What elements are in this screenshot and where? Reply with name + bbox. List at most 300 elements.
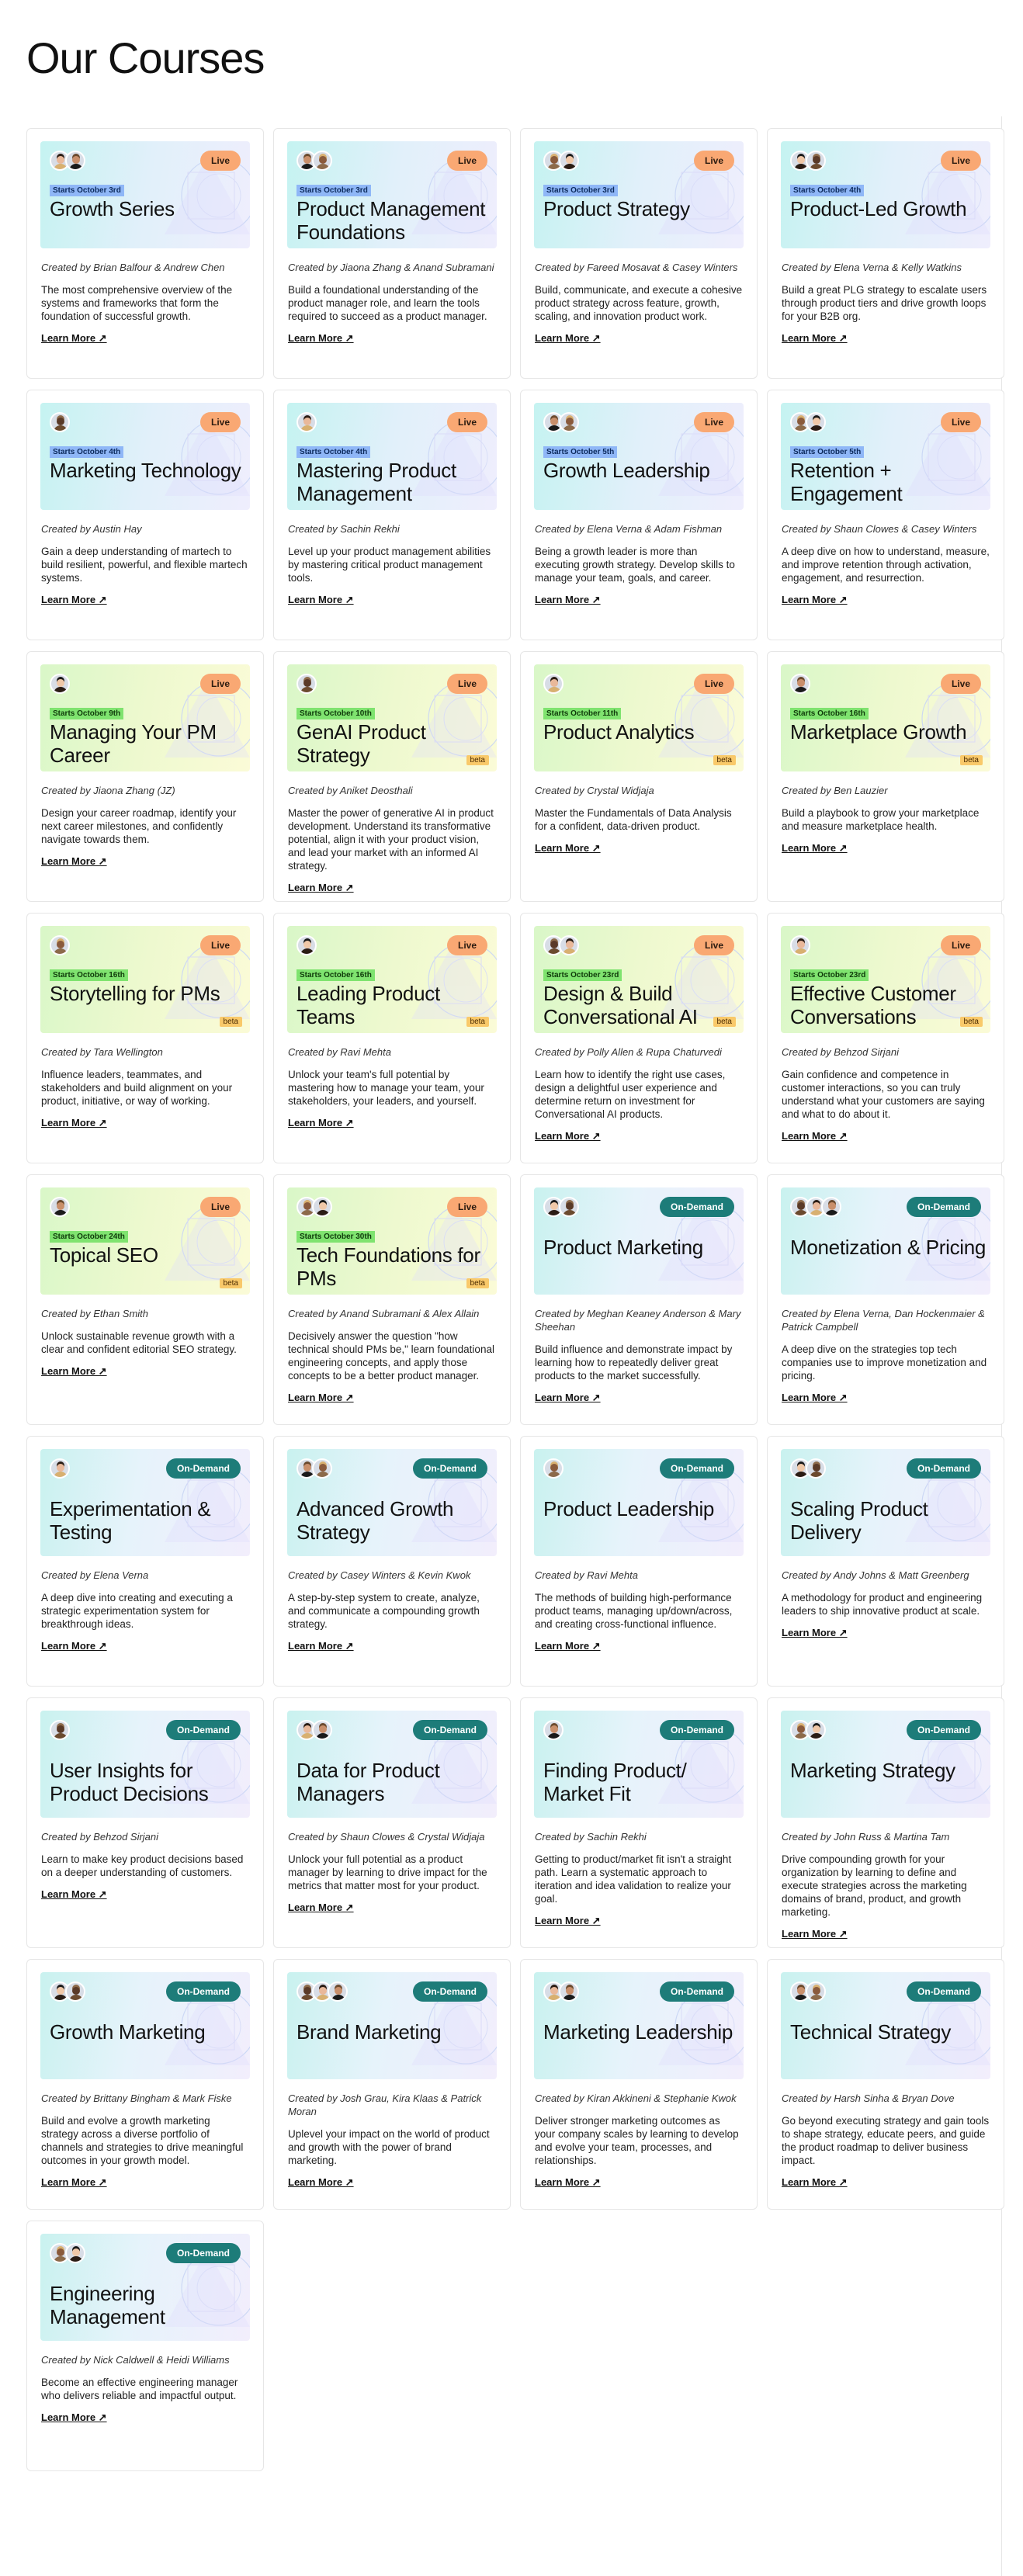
instructor-avatars xyxy=(790,151,821,171)
avatar-body xyxy=(810,1733,824,1740)
learn-more-link[interactable]: Learn More ↗ xyxy=(535,1640,601,1652)
course-card[interactable] xyxy=(26,651,264,902)
learn-more-link[interactable]: Learn More ↗ xyxy=(288,1117,354,1129)
course-card[interactable] xyxy=(26,1697,264,1948)
course-banner xyxy=(287,1187,497,1295)
avatar-face xyxy=(303,418,311,425)
course-title: Retention + Engagement xyxy=(790,459,903,505)
avatar-face xyxy=(319,1987,327,1995)
learn-more-link[interactable]: Learn More ↗ xyxy=(535,1130,601,1142)
avatar-face xyxy=(813,418,820,425)
course-creators: Created by Elena Verna & Adam Fishman xyxy=(535,523,723,535)
instructor-avatar xyxy=(50,935,70,955)
page-title: Our Courses xyxy=(26,33,265,82)
course-description: Build a foundational understanding of the product manager role, and learn the tools required to succeed as a product manager. xyxy=(288,284,487,322)
avatar-body xyxy=(300,425,314,432)
course-title: Experimentation & Testing xyxy=(50,1497,211,1544)
course-description: Learn to make key product decisions based on a deeper understanding of customers. xyxy=(41,1853,244,1878)
start-date-tag: Starts October 30th xyxy=(296,1231,375,1243)
avatar-face xyxy=(797,1725,805,1733)
start-date-tag: Starts October 23rd xyxy=(543,969,622,981)
learn-more-link[interactable]: Learn More ↗ xyxy=(288,1902,354,1913)
avatar-face xyxy=(550,1202,558,1210)
avatar-face xyxy=(550,156,558,164)
instructor-avatar xyxy=(50,1720,70,1740)
instructor-avatars xyxy=(296,674,312,694)
status-badge: On-Demand xyxy=(166,1981,241,2002)
learn-more-link[interactable]: Learn More ↗ xyxy=(782,2176,848,2188)
avatar-face xyxy=(797,156,805,164)
course-creators: Created by Behzod Sirjani xyxy=(41,1831,159,1843)
course-card[interactable] xyxy=(767,913,1004,1163)
course-description: The methods of building high-performance product teams, managing up/down/across, and creating cross-functional influence. xyxy=(535,1592,733,1630)
course-card[interactable] xyxy=(273,128,511,379)
instructor-avatar xyxy=(50,412,70,432)
learn-more-link[interactable]: Learn More ↗ xyxy=(288,1392,354,1403)
learn-more-link[interactable]: Learn More ↗ xyxy=(288,2176,354,2188)
course-card[interactable] xyxy=(520,1436,758,1687)
status-badge: Live xyxy=(447,1197,487,1217)
instructor-avatar xyxy=(559,1981,579,2002)
start-date-tag: Starts October 5th xyxy=(790,446,864,458)
avatar-face xyxy=(303,941,311,948)
course-creators: Created by Elena Verna xyxy=(41,1569,149,1581)
course-creators: Created by Behzod Sirjani xyxy=(782,1046,900,1058)
status-badge: Live xyxy=(941,412,981,432)
learn-more-link[interactable]: Learn More ↗ xyxy=(535,2176,601,2188)
avatar-face xyxy=(57,156,64,164)
avatar-body xyxy=(794,948,808,955)
avatar-body xyxy=(54,1210,68,1217)
course-creators: Created by Meghan Keaney Anderson & Mary Sheehan xyxy=(535,1308,741,1333)
course-card[interactable] xyxy=(767,390,1004,640)
course-title: Growth Marketing xyxy=(50,2020,206,2044)
instructor-avatars xyxy=(543,1720,559,1740)
learn-more-link[interactable]: Learn More ↗ xyxy=(535,1915,601,1926)
avatar-face xyxy=(550,1464,558,1472)
course-banner xyxy=(781,1187,990,1295)
course-banner xyxy=(40,1711,250,1818)
status-badge: Live xyxy=(200,151,241,171)
avatar-body xyxy=(825,1210,839,1217)
course-card[interactable] xyxy=(520,1959,758,2210)
instructor-avatars xyxy=(296,412,312,432)
instructor-avatar xyxy=(312,151,332,171)
course-title: Marketing Leadership xyxy=(543,2020,733,2044)
avatar-body xyxy=(316,1210,330,1217)
course-banner xyxy=(781,1449,990,1556)
status-badge: On-Demand xyxy=(660,1458,734,1479)
avatar-body xyxy=(316,164,330,171)
avatar-face xyxy=(57,1464,64,1472)
instructor-avatars xyxy=(790,412,821,432)
course-description: Build, communicate, and execute a cohesive product strategy across feature, growth, scaling, and innovation product work. xyxy=(535,284,743,322)
avatar-face xyxy=(57,1202,64,1210)
learn-more-link[interactable]: Learn More ↗ xyxy=(288,594,354,605)
course-title: Product Marketing xyxy=(543,1236,703,1259)
instructor-avatar xyxy=(790,674,810,694)
course-card[interactable] xyxy=(273,390,511,640)
course-card[interactable] xyxy=(520,651,758,902)
start-date-tag: Starts October 4th xyxy=(790,185,864,196)
course-description: Master the power of generative AI in product development. Understand its transformative potential, align it with your product vision, and lead your market with an informed AI strategy. xyxy=(288,807,494,872)
status-badge: On-Demand xyxy=(907,1197,981,1217)
course-creators: Created by Aniket Deosthali xyxy=(288,785,413,796)
beta-tag: beta xyxy=(960,1017,983,1027)
course-title: Data for Product Managers xyxy=(296,1759,440,1805)
status-badge: Live xyxy=(694,412,734,432)
instructor-avatar xyxy=(296,935,317,955)
instructor-avatar xyxy=(559,412,579,432)
learn-more-link[interactable]: Learn More ↗ xyxy=(782,842,848,854)
beta-tag: beta xyxy=(960,755,983,765)
start-date-tag: Starts October 3rd xyxy=(296,185,371,196)
status-badge: Live xyxy=(941,674,981,694)
course-creators: Created by Brian Balfour & Andrew Chen xyxy=(41,262,225,273)
avatar-face xyxy=(57,679,64,687)
learn-more-link[interactable]: Learn More ↗ xyxy=(782,1130,848,1142)
course-title: Product Strategy xyxy=(543,197,690,220)
course-card[interactable] xyxy=(26,1174,264,1425)
course-card[interactable] xyxy=(520,1697,758,1948)
course-banner xyxy=(287,664,497,771)
course-description: A methodology for product and engineering leaders to ship innovative product at scale. xyxy=(782,1592,983,1617)
course-card[interactable] xyxy=(767,1174,1004,1425)
course-banner xyxy=(287,141,497,248)
course-creators: Created by Brittany Bingham & Mark Fiske xyxy=(41,2092,232,2104)
course-description: Drive compounding growth for your organization by learning to define and execute strategies across the marketing domains of brand, product, and growth marketing. xyxy=(782,1853,967,1918)
instructor-avatars xyxy=(296,1981,343,2002)
instructor-avatar xyxy=(328,1981,348,2002)
instructor-avatars xyxy=(50,412,65,432)
instructor-avatars xyxy=(790,935,806,955)
course-creators: Created by Sachin Rekhi xyxy=(288,523,400,535)
instructor-avatar xyxy=(543,674,564,694)
instructor-avatars xyxy=(790,674,806,694)
course-description: Level up your product management abilities by mastering critical product management tools. xyxy=(288,546,491,584)
course-description: Uplevel your impact on the world of product and growth with the power of brand marketing. xyxy=(288,2128,490,2166)
status-badge: Live xyxy=(200,1197,241,1217)
course-grid xyxy=(26,128,1003,2471)
course-description: Being a growth leader is more than executing growth strategy. Develop skills to manage your team, goals, and career. xyxy=(535,546,735,584)
avatar-face xyxy=(550,941,558,948)
course-description: Gain confidence and competence in customer interactions, so you can truly understand what your customers are saying and what to do about it. xyxy=(782,1069,985,1120)
avatar-body xyxy=(563,1210,577,1217)
instructor-avatars xyxy=(543,151,574,171)
course-title: Mastering Product Management xyxy=(296,459,456,505)
avatar-body xyxy=(810,1995,824,2002)
course-card[interactable] xyxy=(273,1697,511,1948)
start-date-tag: Starts October 24th xyxy=(50,1231,128,1243)
avatar-body xyxy=(316,1472,330,1479)
start-date-tag: Starts October 16th xyxy=(296,969,375,981)
avatar-body xyxy=(54,687,68,694)
status-badge: On-Demand xyxy=(907,1981,981,2002)
course-card[interactable] xyxy=(273,651,511,902)
course-card[interactable] xyxy=(767,1959,1004,2210)
course-banner xyxy=(40,664,250,771)
instructor-avatar xyxy=(821,1197,841,1217)
avatar-face xyxy=(57,1725,64,1733)
course-creators: Created by Jiaona Zhang & Anand Subramani xyxy=(288,262,494,273)
instructor-avatar xyxy=(543,1720,564,1740)
course-card[interactable] xyxy=(26,390,264,640)
course-title: Scaling Product Delivery xyxy=(790,1497,928,1544)
instructor-avatar xyxy=(806,412,826,432)
learn-more-link[interactable]: Learn More ↗ xyxy=(782,1392,848,1403)
course-banner xyxy=(40,403,250,510)
course-card[interactable] xyxy=(767,1436,1004,1687)
status-badge: Live xyxy=(694,674,734,694)
course-banner xyxy=(287,926,497,1033)
course-banner xyxy=(781,1972,990,2079)
course-card[interactable] xyxy=(273,1959,511,2210)
course-title: Topical SEO xyxy=(50,1243,158,1267)
start-date-tag: Starts October 11th xyxy=(543,708,621,719)
status-badge: Live xyxy=(447,674,487,694)
course-creators: Created by Fareed Mosavat & Casey Winters xyxy=(535,262,738,273)
instructor-avatar xyxy=(50,674,70,694)
beta-tag: beta xyxy=(220,1278,242,1288)
course-banner xyxy=(534,1711,744,1818)
course-description: Deliver stronger marketing outcomes as your company scales by learning to develop and evolve your team, processes, and relationships. xyxy=(535,2115,739,2166)
avatar-face xyxy=(57,2248,64,2256)
course-description: Unlock your team's full potential by mastering how to manage your team, your stakeholders, your leaders, and yourself. xyxy=(288,1069,484,1107)
avatar-face xyxy=(72,1987,80,1995)
instructor-avatars xyxy=(296,1720,328,1740)
instructor-avatars xyxy=(543,935,574,955)
learn-more-link[interactable]: Learn More ↗ xyxy=(41,1117,107,1129)
instructor-avatar xyxy=(296,674,317,694)
status-badge: Live xyxy=(447,935,487,955)
instructor-avatar xyxy=(65,2243,85,2263)
course-description: Become an effective engineering manager who delivers reliable and impactful output. xyxy=(41,2377,238,2401)
course-card[interactable] xyxy=(26,1436,264,1687)
instructor-avatars xyxy=(50,1981,81,2002)
start-date-tag: Starts October 10th xyxy=(296,708,375,719)
instructor-avatar xyxy=(559,1197,579,1217)
instructor-avatar xyxy=(65,1981,85,2002)
course-description: Gain a deep understanding of martech to build resilient, powerful, and flexible martech systems. xyxy=(41,546,248,584)
instructor-avatar xyxy=(806,1981,826,2002)
instructor-avatar xyxy=(806,151,826,171)
course-title: Advanced Growth Strategy xyxy=(296,1497,454,1544)
instructor-avatars xyxy=(543,1981,574,2002)
instructor-avatar xyxy=(312,1458,332,1479)
course-title: Product Management Foundations xyxy=(296,197,486,244)
course-card[interactable] xyxy=(26,128,264,379)
course-card[interactable] xyxy=(273,913,511,1163)
course-description: A step-by-step system to create, analyze, and communicate a compounding growth strategy. xyxy=(288,1592,480,1630)
course-description: Build a playbook to grow your marketplace and measure marketplace health. xyxy=(782,807,980,832)
avatar-face xyxy=(813,156,820,164)
avatar-face xyxy=(797,1987,805,1995)
course-card[interactable] xyxy=(520,913,758,1163)
avatar-body xyxy=(563,948,577,955)
avatar-face xyxy=(797,1202,805,1210)
learn-more-link[interactable]: Learn More ↗ xyxy=(288,332,354,344)
status-badge: On-Demand xyxy=(413,1981,487,2002)
avatar-body xyxy=(54,1733,68,1740)
instructor-avatar xyxy=(65,151,85,171)
learn-more-link[interactable]: Learn More ↗ xyxy=(782,1928,848,1940)
avatar-face xyxy=(566,941,574,948)
course-title: User Insights for Product Decisions xyxy=(50,1759,209,1805)
start-date-tag: Starts October 4th xyxy=(296,446,370,458)
instructor-avatars xyxy=(543,674,559,694)
course-card[interactable] xyxy=(520,128,758,379)
course-card[interactable] xyxy=(520,390,758,640)
avatar-body xyxy=(316,1733,330,1740)
course-card[interactable] xyxy=(767,1697,1004,1948)
avatar-face xyxy=(303,1987,311,1995)
course-card[interactable] xyxy=(767,128,1004,379)
course-title: Engineering Management xyxy=(50,2282,165,2328)
avatar-body xyxy=(300,687,314,694)
course-card[interactable] xyxy=(273,1174,511,1425)
course-title: GenAI Product Strategy xyxy=(296,720,426,767)
course-description: Master the Fundamentals of Data Analysis for a confident, data-driven product. xyxy=(535,807,732,832)
course-creators: Created by Polly Allen & Rupa Chaturvedi xyxy=(535,1046,722,1058)
course-title: Product Analytics xyxy=(543,720,695,744)
avatar-body xyxy=(69,1995,83,2002)
course-creators: Created by Andy Johns & Matt Greenberg xyxy=(782,1569,969,1581)
status-badge: On-Demand xyxy=(166,1458,241,1479)
avatar-body xyxy=(563,1995,577,2002)
course-title: Growth Series xyxy=(50,197,175,220)
learn-more-link[interactable]: Learn More ↗ xyxy=(782,1627,848,1638)
instructor-avatar xyxy=(296,412,317,432)
avatar-face xyxy=(335,1987,342,1995)
course-banner xyxy=(534,403,744,510)
instructor-avatars xyxy=(790,1981,821,2002)
learn-more-link[interactable]: Learn More ↗ xyxy=(288,882,354,893)
learn-more-link[interactable]: Learn More ↗ xyxy=(41,1640,107,1652)
course-card[interactable] xyxy=(26,1959,264,2210)
course-title: Marketing Technology xyxy=(50,459,241,482)
learn-more-link[interactable]: Learn More ↗ xyxy=(782,332,848,344)
status-badge: On-Demand xyxy=(660,1197,734,1217)
status-badge: On-Demand xyxy=(413,1720,487,1740)
course-creators: Created by Ravi Mehta xyxy=(535,1569,638,1581)
course-card[interactable] xyxy=(26,913,264,1163)
beta-tag: beta xyxy=(466,1017,489,1027)
avatar-face xyxy=(319,156,327,164)
learn-more-link[interactable]: Learn More ↗ xyxy=(535,594,601,605)
course-banner xyxy=(781,926,990,1033)
instructor-avatars xyxy=(790,1458,821,1479)
learn-more-link[interactable]: Learn More ↗ xyxy=(782,594,848,605)
avatar-face xyxy=(303,1725,311,1733)
avatar-face xyxy=(550,1725,558,1733)
learn-more-link[interactable]: Learn More ↗ xyxy=(41,594,107,605)
instructor-avatar xyxy=(559,935,579,955)
instructor-avatars xyxy=(296,1197,328,1217)
learn-more-link[interactable]: Learn More ↗ xyxy=(288,1640,354,1652)
instructor-avatar xyxy=(50,1197,70,1217)
learn-more-link[interactable]: Learn More ↗ xyxy=(41,855,107,867)
course-creators: Created by Nick Caldwell & Heidi Williams xyxy=(41,2354,230,2366)
learn-more-link[interactable]: Learn More ↗ xyxy=(41,2176,107,2188)
status-badge: Live xyxy=(200,935,241,955)
course-banner xyxy=(40,2234,250,2341)
instructor-avatars xyxy=(543,1458,559,1479)
status-badge: On-Demand xyxy=(166,1720,241,1740)
status-badge: Live xyxy=(694,151,734,171)
course-banner xyxy=(781,664,990,771)
course-description: Unlock sustainable revenue growth with a clear and confident editorial SEO strategy. xyxy=(41,1330,237,1355)
avatar-body xyxy=(563,164,577,171)
avatar-face xyxy=(303,156,311,164)
instructor-avatars xyxy=(790,1720,821,1740)
course-banner xyxy=(534,664,744,771)
course-card[interactable] xyxy=(26,2221,264,2471)
course-title: Storytelling for PMs xyxy=(50,982,220,1005)
beta-tag: beta xyxy=(713,1017,736,1027)
course-title: Marketplace Growth xyxy=(790,720,967,744)
course-title: Product Leadership xyxy=(543,1497,715,1520)
course-title: Marketing Strategy xyxy=(790,1759,955,1782)
learn-more-link[interactable]: Learn More ↗ xyxy=(41,1888,107,1900)
course-creators: Created by Shaun Clowes & Casey Winters xyxy=(782,523,977,535)
course-banner xyxy=(534,1972,744,2079)
instructor-avatars xyxy=(50,1720,65,1740)
course-title: Product-Led Growth xyxy=(790,197,967,220)
avatar-body xyxy=(54,948,68,955)
course-card[interactable] xyxy=(520,1174,758,1425)
course-description: Build influence and demonstrate impact by learning how to repeatedly deliver great products to the market successfully. xyxy=(535,1343,733,1382)
avatar-face xyxy=(813,1464,820,1472)
course-description: The most comprehensive overview of the systems and frameworks that form the foundation of successful growth. xyxy=(41,284,233,322)
avatar-body xyxy=(69,164,83,171)
instructor-avatar xyxy=(312,1197,332,1217)
start-date-tag: Starts October 23rd xyxy=(790,969,869,981)
avatar-face xyxy=(57,941,64,948)
instructor-avatar xyxy=(543,1458,564,1479)
course-description: Build a great PLG strategy to escalate users through product tiers and drive growth loops for your B2B org. xyxy=(782,284,987,322)
start-date-tag: Starts October 16th xyxy=(790,708,869,719)
course-banner xyxy=(287,1449,497,1556)
learn-more-link[interactable]: Learn More ↗ xyxy=(41,2411,107,2423)
course-card[interactable] xyxy=(273,1436,511,1687)
course-card[interactable] xyxy=(767,651,1004,902)
course-description: Influence leaders, teammates, and stakeholders and build alignment on your product, initiative, or way of working. xyxy=(41,1069,233,1107)
course-creators: Created by Kiran Akkineni & Stephanie Kwok xyxy=(535,2092,737,2104)
course-title: Brand Marketing xyxy=(296,2020,442,2044)
course-creators: Created by John Russ & Martina Tam xyxy=(782,1831,950,1843)
instructor-avatars xyxy=(50,674,65,694)
avatar-body xyxy=(331,1995,345,2002)
course-description: Unlock your full potential as a product manager by learning to drive impact for the metrics that matter most for your product. xyxy=(288,1853,487,1891)
course-banner xyxy=(40,1187,250,1295)
avatar-face xyxy=(566,1987,574,1995)
learn-more-link[interactable]: Learn More ↗ xyxy=(535,1392,601,1403)
learn-more-link[interactable]: Learn More ↗ xyxy=(535,842,601,854)
course-title: Tech Foundations for PMs xyxy=(296,1243,480,1290)
avatar-body xyxy=(810,425,824,432)
learn-more-link[interactable]: Learn More ↗ xyxy=(535,332,601,344)
course-banner xyxy=(781,141,990,248)
course-banner xyxy=(40,1449,250,1556)
avatar-body xyxy=(810,1472,824,1479)
start-date-tag: Starts October 3rd xyxy=(50,185,124,196)
status-badge: On-Demand xyxy=(907,1720,981,1740)
course-banner xyxy=(781,403,990,510)
learn-more-link[interactable]: Learn More ↗ xyxy=(41,332,107,344)
avatar-face xyxy=(550,418,558,425)
avatar-face xyxy=(813,1987,820,1995)
learn-more-link[interactable]: Learn More ↗ xyxy=(41,1365,107,1377)
